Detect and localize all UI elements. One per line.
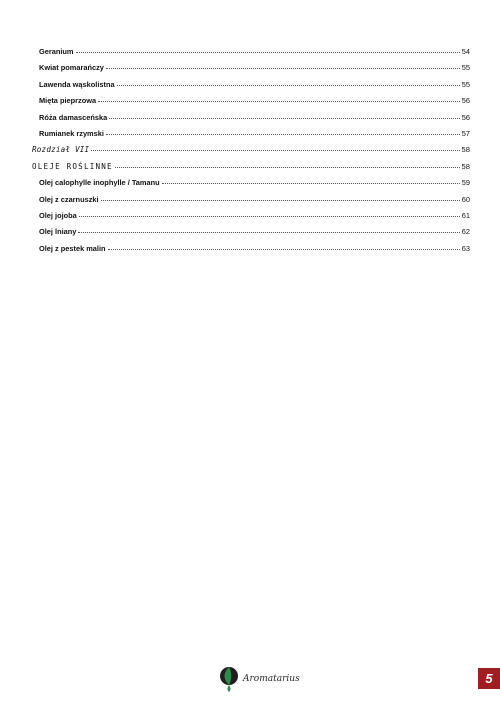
toc-entry-tamanu[interactable] [32,175,470,191]
toc-leader-dots [108,248,460,250]
toc-entry-oleje-roslinne[interactable] [32,159,470,175]
toc-entry-lniany[interactable] [32,224,470,240]
toc-entry-title: Kwiat pomarańczy [39,63,104,73]
toc-entry-title: Rumianek rzymski [39,128,104,138]
toc-entry-title: Geranium [39,47,74,56]
toc-section-title: OLEJE ROŚLINNE [32,161,113,171]
toc-chapter-title: Rozdział VII [32,145,90,155]
toc-entry-page: 59 [461,178,470,188]
toc-leader-dots [78,231,459,233]
toc-entry-chapter-vii[interactable] [32,142,470,158]
toc-entry-page: 61 [461,210,470,220]
toc-entry-mieta[interactable] [32,93,470,109]
toc-entry-page: 54 [461,47,470,56]
toc-entry-geranium[interactable] [32,44,470,60]
toc-entry-title: Olej lniany [39,227,77,237]
toc-entry-czarnuszka[interactable] [32,192,470,208]
toc-entry-title: Mięta pieprzowa [39,96,97,106]
toc-leader-dots [91,149,459,151]
toc-entry-page: 62 [461,227,470,237]
toc-entry-page: 55 [461,79,470,89]
toc-leader-dots [162,182,460,184]
toc-entry-kwiat-pomaranczy[interactable] [32,60,470,76]
toc-leader-dots [76,51,460,53]
toc-entry-title: Lawenda wąskolistna [39,79,115,89]
toc-entry-page: 63 [461,243,470,253]
toc-entry-rumianek[interactable] [32,126,470,142]
toc-entry-page: 58 [461,161,470,171]
toc-leader-dots [109,117,460,119]
toc-entry-title: Olej z czarnuszki [39,194,99,204]
toc-leader-dots [106,67,460,69]
footer-brand-logo [218,664,300,694]
toc-entry-page: 56 [461,112,470,122]
brand-name: Aromatarius [243,674,300,684]
page-number-badge: 5 [478,668,500,689]
toc-entry-page: 57 [461,128,470,138]
toc-leader-dots [98,100,460,102]
toc-leader-dots [106,133,460,135]
toc-entry-lawenda[interactable] [32,77,470,93]
toc-leader-dots [117,84,460,86]
table-of-contents [32,44,470,257]
toc-entry-jojoba[interactable] [32,208,470,224]
toc-leader-dots [79,215,460,217]
toc-entry-page: 60 [461,194,470,204]
toc-entry-title: Olej calophylle inophylle / Tamanu [39,178,160,188]
toc-entry-page: 58 [461,145,470,155]
toc-entry-page: 56 [461,96,470,106]
toc-entry-roza[interactable] [32,110,470,126]
toc-entry-pestki-malin[interactable] [32,241,470,257]
toc-entry-title: Olej z pestek malin [39,243,106,253]
toc-entry-title: Róża damasceńska [39,112,108,122]
toc-entry-page: 55 [461,63,470,73]
toc-entry-title: Olej jojoba [39,210,77,220]
toc-leader-dots [101,199,460,201]
toc-leader-dots [115,166,460,168]
leaf-drop-logo-icon [218,664,240,694]
